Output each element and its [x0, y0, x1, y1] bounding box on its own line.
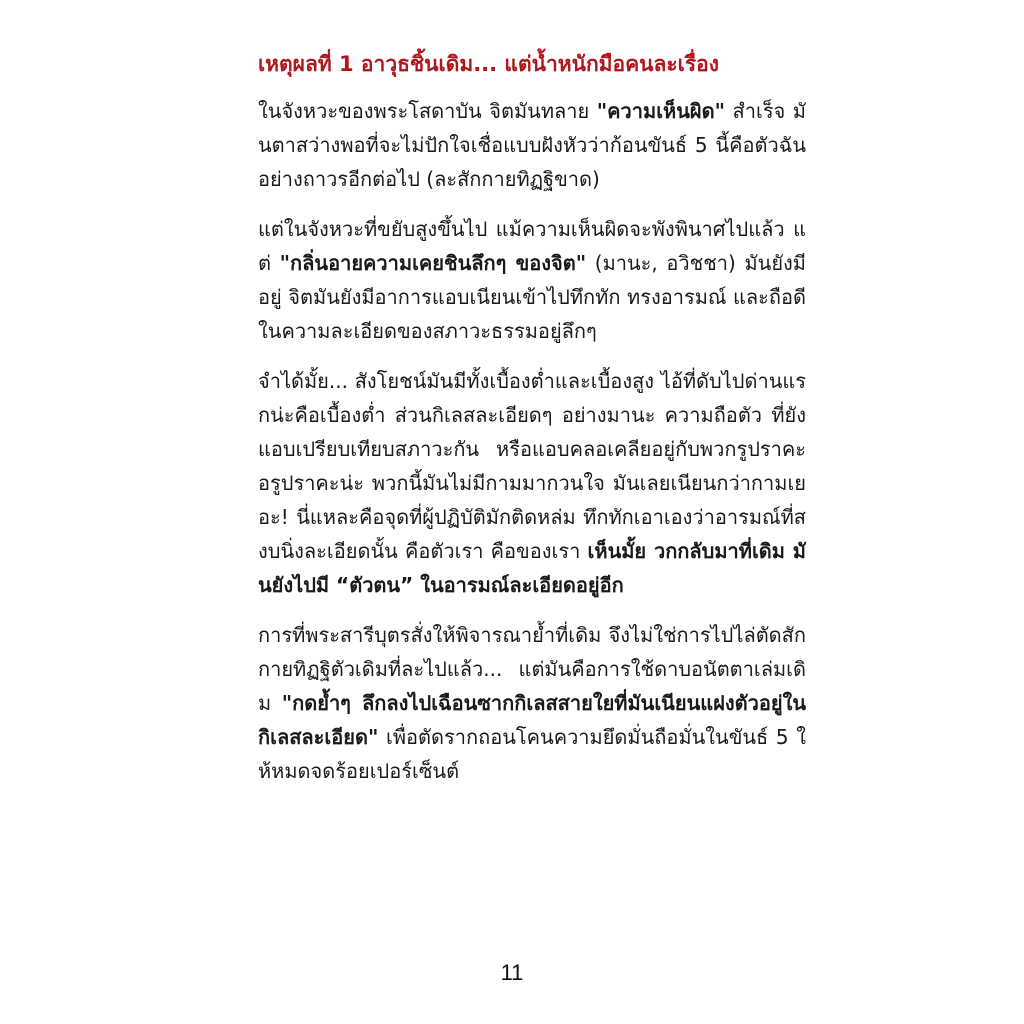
paragraph-4: [258, 618, 806, 788]
paragraph-4-run-1: การที่พระสารีบุตรสั่งให้พิจารณาย้ำที่เดิม จึงไม่ใช่การไปไล่ตัดสักกายทิฏฐิตัวเดิมที่ละไปแล้ว... แต่มันคือการใช้ดาบอนัตตาเล่มเดิม: [258, 623, 806, 715]
paragraph-4-run-3: เพื่อตัดรากถอนโคนความยึดมั่นถือมั่นในขันธ์ 5 ให้หมดจดร้อยเปอร์เซ็นต์: [258, 725, 806, 783]
section-heading: เหตุผลที่ 1 อาวุธชิ้นเดิม... แต่น้ำหนักมือคนละเรื่อง: [258, 52, 719, 76]
paragraph-3-run-1: จำได้มั้ย... สังโยชน์มันมีทั้งเบื้องต่ำและเบื้องสูง ไอ้ที่ดับไปด่านแรกน่ะคือเบื้องต่ำ ส่วนกิเลสละเอียดๆ อย่างมานะ ความถือตัว ที่ยังแอบเปรียบเทียบสภาวะกัน หรือแอบคลอเคลียอยู่กับพวกรูปราคะ อรูปราคะน่ะ พวกนี้มันไม่มีกามมากวนใจ มันเลยเนียนกว่ากามเยอะ! นี่แหละคือจุดที่ผู้ปฏิบัติมักติดหล่ม ทึกทักเอาเองว่าอารมณ์ที่สงบนิ่งละเอียดนั้น คือตัวเรา คือของเรา: [258, 369, 806, 563]
paragraph-2: [258, 212, 806, 348]
paragraph-2-run-3: (มานะ, อวิชชา) มันยังมีอยู่ จิตมันยังมีอาการแอบเนียนเข้าไปทึกทัก ทรงอารมณ์ และถือดีในความละเอียดของสภาวะธรรมอยู่ลึกๆ: [258, 251, 806, 343]
page-number: 11: [500, 960, 524, 985]
paragraph-4-run-2: "กดย้ำๆ ลึกลงไปเฉือนซากกิเลสสายใยที่มันเนียนแฝงตัวอยู่ในกิเลสละเอียด": [258, 691, 806, 749]
paragraph-3-run-2: เห็นมั้ย วกกลับมาที่เดิม มันยังไปมี “ตัวตน” ในอารมณ์ละเอียดอยู่อีก: [258, 539, 806, 597]
paragraph-2-run-2: "กลิ่นอายความเคยชินลึกๆ ของจิต": [279, 251, 587, 275]
paragraph-1-run-1: ในจังหวะของพระโสดาบัน จิตมันทลาย: [258, 99, 597, 123]
paragraph-1-run-3: สำเร็จ มันตาสว่างพอที่จะไม่ปักใจเชื่อแบบฝังหัวว่าก้อนขันธ์ 5 นี้คือตัวฉันอย่างถาวรอีกต่อไป (ละสักกายทิฏฐิขาด): [258, 99, 806, 191]
page-content: [258, 48, 806, 804]
paragraph-1-run-2: "ความเห็นผิด": [596, 99, 726, 123]
paragraph-2-run-1: แต่ในจังหวะที่ขยับสูงขึ้นไป แม้ความเห็นผิดจะพังพินาศไปแล้ว แต่: [258, 217, 806, 275]
paragraph-3: [258, 364, 806, 602]
paragraph-1: [258, 94, 806, 196]
